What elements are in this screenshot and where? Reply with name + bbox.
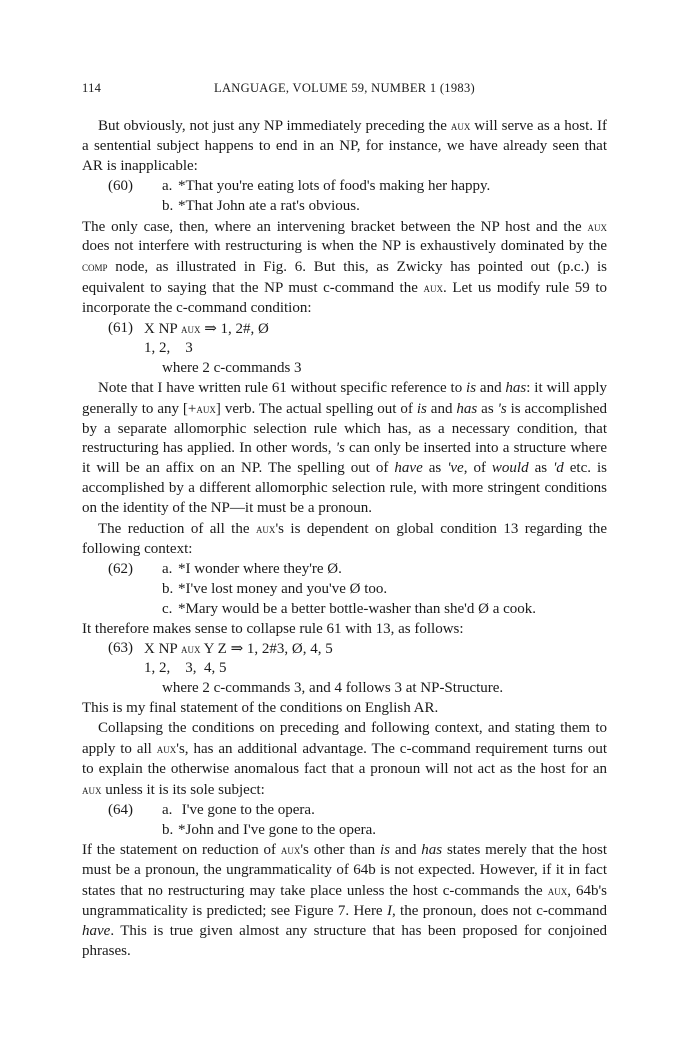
paragraph-7: Collapsing the conditions on preceding and following context, and stating them to apply to all aux's, has an additional advantage. The c-command requirement turns out to explain the otherwise anomalous fact that a pronoun will not act as the host for an aux unless it is its sole subject: (82, 720, 607, 798)
example-sentence: I've gone to the opera. (178, 801, 315, 818)
example-label: (64) (108, 801, 133, 818)
rule-indices: 1, 2, 3 (144, 339, 193, 356)
example-label: (61) (108, 320, 133, 337)
paragraph-8: If the statement on reduction of aux's other than is and has states merely that the host must be a pronoun, the ungrammaticality of 64b is not expected. However, if it in fact states that no restructuring may take place unless the host c-commands the aux, 64b's ungrammaticality is predicted; see Figure 7. Here I, the pronoun, does not c-command have. This is true given almost any structure that has been proposed for conjoined phrases. (82, 842, 608, 959)
example-62: (62) a. *I wonder where they're Ø. b. *I've lost money and you've Ø too. c. *Mary would be a better bottle-washer than she'd Ø a cook. (82, 560, 607, 620)
example-label: (60) (108, 177, 133, 194)
running-header (82, 81, 607, 99)
example-label: (62) (108, 560, 133, 577)
paragraph-3: Note that I have written rule 61 without specific reference to is and has: it will apply generally to any [+aux] verb. The actual spelling out of is and has as 's is accomplished by a separate allomorphic selection rule which has, as a necessary condition, that restructuring has applied. In other words, 's can only be inserted into a structure where it will be an affix on an NP. The spelling out of have as 've, of would as 'd etc. is accomplished by a different allomorphic selection rule, with more stringent conditions on the identity of the NP—it must be a pronoun. (82, 379, 607, 517)
paragraph-2: The only case, then, where an intervening bracket between the NP host and the aux does not interfere with restructuring is when the NP is exhaustively dominated by the comp node, as illustrated in Fig. 6. But this, as Zwicky has pointed out (p.c.) is equivalent to saying that the NP must c-command the aux. Let us modify rule 59 to incorporate the c-command condition: (82, 218, 607, 317)
example-63 (82, 639, 607, 699)
example-64: (64) a. I've gone to the opera. b. *John and I've gone to the opera. (82, 801, 607, 841)
example-sentence: *That John ate a rat's obvious. (178, 197, 360, 214)
example-60: (60) a. *That you're eating lots of food's making her happy. b. *That John ate a rat's obvious. (82, 177, 607, 217)
rule-formula: X NP aux ⇒ 1, 2#, Ø (144, 321, 269, 338)
example-61 (82, 319, 607, 379)
example-sentence: *John and I've gone to the opera. (178, 821, 377, 838)
rule-condition: where 2 c-commands 3 (162, 359, 302, 376)
page-number: 114 (82, 81, 102, 95)
example-sentence: *I wonder where they're Ø. (178, 560, 342, 577)
rule-indices: 1, 2, 3, 4, 5 (144, 660, 227, 677)
running-head-title: LANGUAGE, VOLUME 59, NUMBER 1 (1983) (214, 81, 475, 95)
paragraph-6: This is my final statement of the conditions on English AR. (82, 700, 439, 717)
paragraph-4: The reduction of all the aux's is dependent on global condition 13 regarding the following context: (82, 521, 608, 557)
example-sentence: *That you're eating lots of food's making her happy. (178, 177, 491, 194)
page-body (82, 116, 607, 962)
paragraph-5: It therefore makes sense to collapse rule 61 with 13, as follows: (82, 620, 464, 637)
example-sentence: *I've lost money and you've Ø too. (178, 580, 388, 597)
rule-formula: X NP aux Y Z ⇒ 1, 2#3, Ø, 4, 5 (144, 641, 333, 658)
paragraph-1: But obviously, not just any NP immediately preceding the aux will serve as a host. If a sentential subject happens to end in an NP, for instance, we have already seen that AR is inapplicable: (82, 118, 607, 174)
rule-condition: where 2 c-commands 3, and 4 follows 3 at NP-Structure. (162, 680, 504, 697)
example-label: (63) (108, 640, 133, 657)
example-sentence: *Mary would be a better bottle-washer than she'd Ø a cook. (178, 600, 537, 617)
